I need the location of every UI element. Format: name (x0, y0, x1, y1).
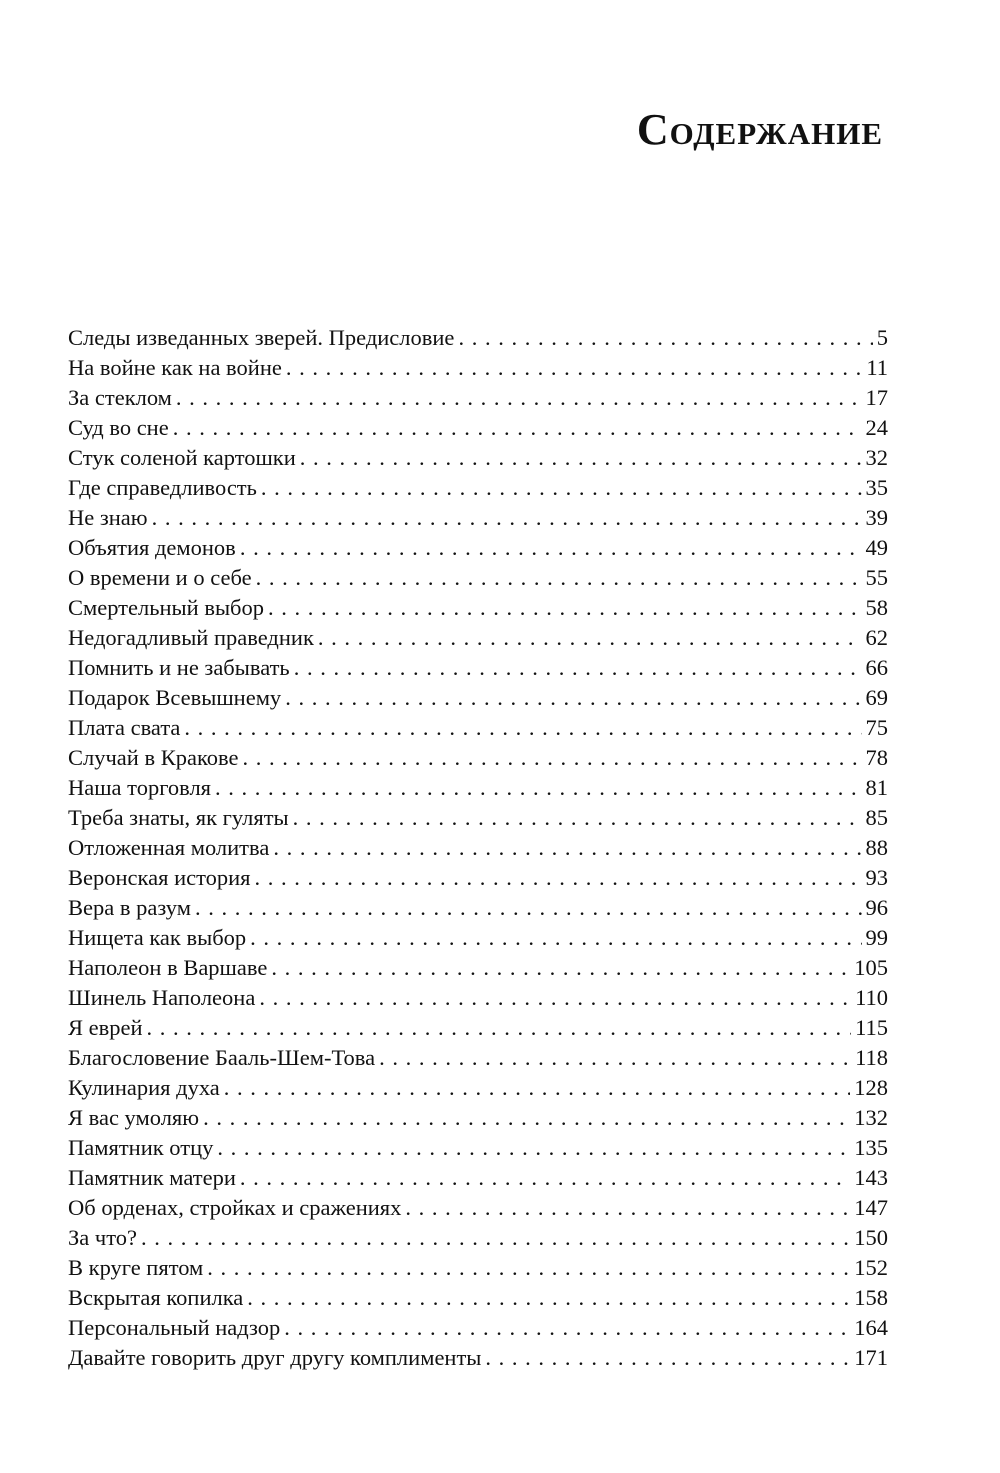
dot-leader (318, 623, 862, 653)
toc-entry-title: Веронская история (68, 865, 251, 890)
toc-entry-page-number: 171 (854, 1345, 888, 1370)
dot-leader (176, 383, 862, 413)
dot-leader (203, 1103, 850, 1133)
dot-leader (147, 1013, 852, 1043)
toc-entry-title: Давайте говорить друг другу комплименты (68, 1345, 482, 1370)
dot-leader (379, 1043, 851, 1073)
toc-entry (68, 1193, 888, 1223)
toc-entry-title: Плата свата (68, 715, 181, 740)
toc-entry-title: За что? (68, 1225, 137, 1250)
dot-leader (261, 473, 862, 503)
toc-entry-page-number: 118 (855, 1045, 888, 1070)
toc-entry (68, 1133, 888, 1163)
toc-entry (68, 833, 888, 863)
toc-entry (68, 953, 888, 983)
toc-entry-title: Вера в разум (68, 895, 191, 920)
toc-entry-page-number: 58 (865, 595, 888, 620)
toc-entry (68, 323, 888, 353)
toc-entry (68, 1223, 888, 1253)
dot-leader (256, 563, 862, 593)
dot-leader (271, 953, 850, 983)
dot-leader (217, 1133, 850, 1163)
toc-entry (68, 353, 888, 383)
toc-entry (68, 473, 888, 503)
toc-entry-page-number: 66 (865, 655, 888, 680)
toc-entry (68, 683, 888, 713)
dot-leader (173, 413, 862, 443)
toc-entry-page-number: 35 (865, 475, 888, 500)
toc-entry-title: Наша торговля (68, 775, 212, 800)
toc-entry-title: На войне как на войне (68, 355, 282, 380)
toc-entry-page-number: 135 (854, 1135, 888, 1160)
toc-entry-title: Случай в Кракове (68, 745, 239, 770)
toc-entry-title: Наполеон в Варшаве (68, 955, 268, 980)
toc-entry-title: Следы изведанных зверей. Предисловие (68, 325, 455, 350)
dot-leader (195, 893, 862, 923)
toc-entry-title: Смертельный выбор (68, 595, 265, 620)
toc-entry (68, 803, 888, 833)
dot-leader (242, 743, 861, 773)
toc-entry-page-number: 49 (865, 535, 888, 560)
toc-entry-page-number: 110 (855, 985, 888, 1010)
dot-leader (152, 503, 862, 533)
dot-leader (184, 713, 861, 743)
toc-entry-title: Персональный надзор (68, 1315, 281, 1340)
toc-entry-page-number: 17 (865, 385, 888, 410)
toc-entry-title: Нищета как выбор (68, 925, 247, 950)
dot-leader (286, 353, 862, 383)
toc-entry (68, 1103, 888, 1133)
toc-entry-title: Вскрытая копилка (68, 1285, 244, 1310)
toc-entry-page-number: 150 (854, 1225, 888, 1250)
toc-entry-page-number: 24 (865, 415, 888, 440)
toc-entry (68, 743, 888, 773)
dot-leader (250, 923, 861, 953)
dot-leader (240, 533, 862, 563)
toc-entry-title: Об орденах, стройках и сражениях (68, 1195, 402, 1220)
toc-entry-page-number: 55 (865, 565, 888, 590)
dot-leader (247, 1283, 850, 1313)
toc-entry-page-number: 158 (854, 1285, 888, 1310)
toc-entry (68, 1073, 888, 1103)
toc-entry-page-number: 75 (865, 715, 888, 740)
dot-leader (300, 443, 862, 473)
toc-entry (68, 1343, 888, 1373)
toc-entry (68, 983, 888, 1013)
toc-entry-title: Памятник отцу (68, 1135, 214, 1160)
dot-leader (207, 1253, 850, 1283)
toc-entry-page-number: 81 (865, 775, 888, 800)
toc-entry-title: Я еврей (68, 1015, 143, 1040)
toc-entry-title: Стук соленой картошки (68, 445, 296, 470)
toc-entry (68, 1283, 888, 1313)
toc-entry-page-number: 78 (865, 745, 888, 770)
toc-entry (68, 383, 888, 413)
toc-entry (68, 443, 888, 473)
dot-leader (224, 1073, 850, 1103)
toc-entry-page-number: 152 (854, 1255, 888, 1280)
toc-entry (68, 1313, 888, 1343)
toc-entry-page-number: 11 (866, 355, 888, 380)
dot-leader (273, 833, 861, 863)
toc-entry-title: Помнить и не забывать (68, 655, 290, 680)
toc-entry-title: Отложенная молитва (68, 835, 270, 860)
dot-leader (285, 683, 861, 713)
toc-entry-title: О времени и о себе (68, 565, 252, 590)
toc-entry (68, 413, 888, 443)
table-of-contents (68, 323, 888, 1373)
toc-entry (68, 1043, 888, 1073)
toc-entry (68, 773, 888, 803)
toc-entry-page-number: 96 (865, 895, 888, 920)
toc-entry-title: В круге пятом (68, 1255, 204, 1280)
toc-entry-title: Памятник матери (68, 1165, 236, 1190)
toc-entry-page-number: 99 (865, 925, 888, 950)
toc-entry (68, 503, 888, 533)
toc-entry-page-number: 132 (854, 1105, 888, 1130)
dot-leader (294, 653, 862, 683)
toc-entry-page-number: 62 (865, 625, 888, 650)
toc-entry-page-number: 128 (854, 1075, 888, 1100)
dot-leader (215, 773, 861, 803)
toc-entry-title: Объятия демонов (68, 535, 236, 560)
toc-entry (68, 1253, 888, 1283)
dot-leader (485, 1343, 850, 1373)
dot-leader (240, 1163, 850, 1193)
toc-entry-title: Подарок Всевышнему (68, 685, 282, 710)
dot-leader (255, 863, 862, 893)
toc-entry-title: Я вас умоляю (68, 1105, 200, 1130)
dot-leader (268, 593, 861, 623)
dot-leader (284, 1313, 850, 1343)
toc-entry-title: Недогадливый праведник (68, 625, 314, 650)
toc-entry-title: Не знаю (68, 505, 148, 530)
toc-entry-page-number: 69 (865, 685, 888, 710)
toc-entry (68, 1163, 888, 1193)
toc-entry-page-number: 143 (854, 1165, 888, 1190)
toc-entry-title: Где справедливость (68, 475, 257, 500)
dot-leader (293, 803, 862, 833)
toc-entry-page-number: 164 (854, 1315, 888, 1340)
dot-leader (405, 1193, 850, 1223)
page-title: Содержание (636, 105, 883, 154)
toc-entry-page-number: 93 (865, 865, 888, 890)
toc-entry-page-number: 115 (855, 1015, 888, 1040)
dot-leader (458, 323, 872, 353)
toc-entry-title: Благословение Бааль-Шем-Това (68, 1045, 376, 1070)
toc-entry-title: Кулинария духа (68, 1075, 220, 1100)
dot-leader (141, 1223, 850, 1253)
toc-entry-title: Шинель Наполеона (68, 985, 256, 1010)
dot-leader (259, 983, 851, 1013)
toc-entry-page-number: 39 (865, 505, 888, 530)
toc-entry (68, 533, 888, 563)
toc-entry (68, 863, 888, 893)
toc-entry-page-number: 85 (865, 805, 888, 830)
toc-entry (68, 893, 888, 923)
toc-entry (68, 563, 888, 593)
toc-entry (68, 653, 888, 683)
toc-entry-page-number: 88 (865, 835, 888, 860)
toc-entry-page-number: 32 (865, 445, 888, 470)
toc-entry (68, 593, 888, 623)
toc-entry-title: Треба знаты, як гуляты (68, 805, 289, 830)
toc-entry-title: Суд во сне (68, 415, 169, 440)
toc-entry-page-number: 105 (854, 955, 888, 980)
toc-entry (68, 623, 888, 653)
toc-entry-title: За стеклом (68, 385, 172, 410)
toc-entry-page-number: 5 (876, 325, 888, 350)
toc-entry (68, 923, 888, 953)
toc-entry (68, 713, 888, 743)
toc-entry-page-number: 147 (854, 1195, 888, 1220)
toc-entry (68, 1013, 888, 1043)
